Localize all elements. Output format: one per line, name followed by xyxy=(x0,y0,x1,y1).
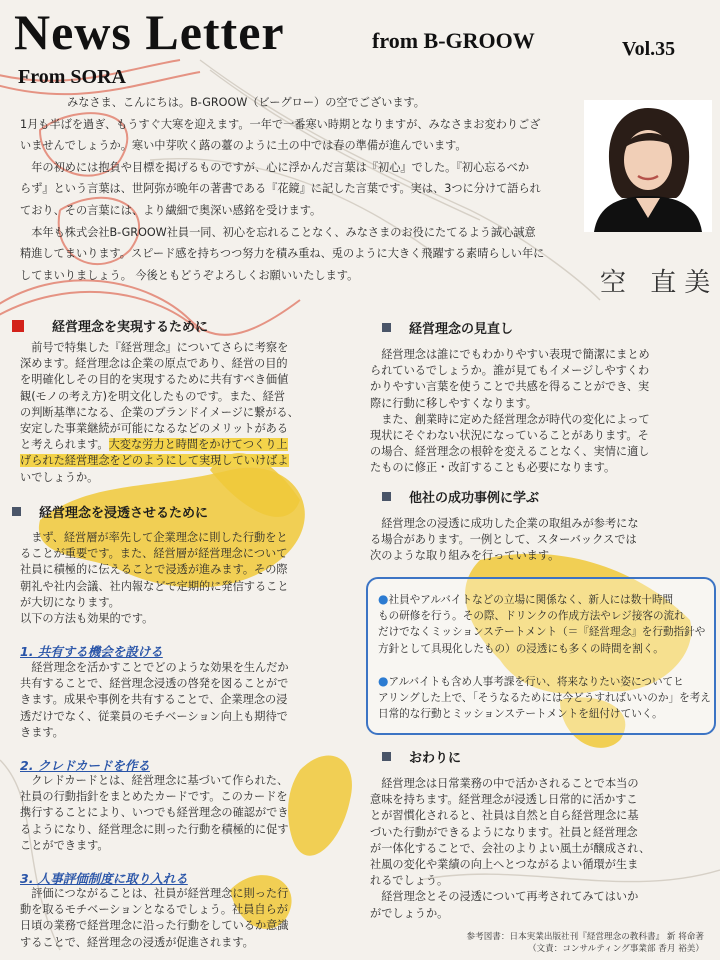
square-bullet-icon xyxy=(382,323,391,332)
body-line: 観(モノの考え方)を明文化したものです。また、経営 xyxy=(20,389,286,403)
body-line: れるでしょう。 xyxy=(370,874,449,888)
section-body-case-study xyxy=(370,516,712,565)
section-heading-label: 経営理念を浸透させるために xyxy=(39,506,209,521)
square-bullet-icon xyxy=(12,507,21,516)
red-square-icon xyxy=(12,320,24,332)
body-line: ることが重要です。また、経営層が経営理念について xyxy=(20,547,288,561)
body-line: られているでしょうか。誰が見てもイメージしやすくわ xyxy=(370,364,650,378)
section-heading-case-study xyxy=(382,487,539,506)
body-line: と考えられます。大変な労力と時間をかけてつくり上 xyxy=(20,438,288,452)
body-line: が一体化することで、会社のよりよい風土が醸成され、 xyxy=(370,841,651,855)
author-signature: 空 直美 xyxy=(600,268,719,298)
greeting-line: ており、その言葉には、より繊細で奥深い感銘を受けます。 xyxy=(20,203,322,217)
body-line: 経営理念は日常業務の中で活かされることで本当の xyxy=(381,777,639,790)
body-line: 経営理念を活かすことでどのような効果を生んだか xyxy=(31,661,289,674)
section-heading-realize xyxy=(12,316,208,335)
body-line: かりやすい言葉を使うことで共感を得ることができ、実 xyxy=(370,380,650,394)
section-heading-review xyxy=(382,318,513,337)
body-line: 現状にそぐわない状況になっていることがあります。そ xyxy=(370,429,649,443)
section-body-penetrate xyxy=(20,530,362,627)
body-line: るようになり、経営理念に則った行動を積極的に促す xyxy=(20,822,289,836)
reference-credit: 参考図書：日本実業出版社刊『経営理念の教科書』 新 将命著 xyxy=(466,932,704,942)
callout-item-evaluation xyxy=(378,673,714,723)
section-body-realize xyxy=(20,340,362,486)
subsection-body-share xyxy=(20,660,362,741)
callout-line: アリングした上で、「そうなるためには今どうすればいいのか」を考え xyxy=(378,692,711,705)
body-line: 経営理念は誰にでもわかりやすい表現で簡潔にまとめ xyxy=(381,348,650,361)
masthead-title: News Letter xyxy=(14,4,285,60)
body-line: る場合があります。一例として、スターバックスでは xyxy=(370,533,637,547)
body-line: がでしょうか。 xyxy=(370,906,449,920)
callout-item-training xyxy=(378,591,714,657)
square-bullet-icon xyxy=(382,492,391,501)
body-line: 前号で特集した『経営理念』についてさらに考察を xyxy=(31,341,289,354)
body-line: 透だけでなく、従業員のモチベーション向上も期待で xyxy=(20,709,288,723)
body-line: きます。 xyxy=(20,725,64,739)
body-line: 評価につながることは、社員が経営理念に則った行 xyxy=(31,887,289,900)
bullet-dot-icon: ● xyxy=(378,592,389,606)
body-line: 深めます。経営理念は企業の原点であり、経営の目的 xyxy=(20,357,288,371)
greeting-line: らず』という言葉は、世阿弥が晩年の著書である『花鏡』に記した言葉です。実は、3つに分けて語られ xyxy=(20,182,541,196)
callout-line: アルバイトも含め人事考課を行い、将来なりたい姿についてヒ xyxy=(388,676,684,688)
body-line: 以下の方法も効果的です。 xyxy=(20,612,154,626)
greeting-text xyxy=(20,92,580,286)
author-portrait xyxy=(584,100,712,232)
body-line: 共有することで、経営理念浸透の啓発を図ることがで xyxy=(20,677,289,691)
section-heading-penetrate xyxy=(12,502,208,521)
greeting-line: 精進してまいります。スピード感を持ちつつ努力を積み重ね、兎のように大きく飛躍する素晴らしい年に xyxy=(20,247,545,261)
section-heading-conclusion xyxy=(382,747,461,766)
body-line: 意味を持ちます。経営理念が浸透し日常的に活かすこ xyxy=(370,793,638,807)
greeting-line: 本年も株式会社B-GROOW社員一同、初心を忘れることなく、みなさまのお役にたてるよう誠心誠意 xyxy=(31,225,536,239)
section-heading-label: 経営理念を実現するために xyxy=(52,320,209,335)
greeting-line: 年の初めには抱負や目標を掲げるものですが、心に浮かんだ言葉は『初心』でした。『初心忘るべか xyxy=(31,160,530,174)
callout-line: 方針として具現化したもの）の浸透にも多くの時間を割く。 xyxy=(378,642,664,655)
callout-line: だけでなくミッションステートメント（＝『経営理念』を行動指針や xyxy=(378,626,706,639)
body-line: また、創業時に定めた経営理念が時代の変化によって xyxy=(381,412,650,426)
masthead-from: from B-GROOW xyxy=(372,28,535,53)
body-line: 朝礼や社内会議、社内報などで定期的に発信すること xyxy=(20,579,289,593)
body-line: きます。成果や事例を共有することで、企業理念の浸 xyxy=(20,693,288,707)
body-line: 経営理念とその浸透について再考されてみてはいか xyxy=(381,890,639,904)
section-heading-label: 他社の成功事例に学ぶ xyxy=(409,491,540,506)
body-line: 社員の行動指針をまとめたカードです。このカードを xyxy=(20,790,288,804)
greeting-line: してまいりましょう。 今後ともどうぞよろしくお願いいたします。 xyxy=(20,268,359,282)
section-body-conclusion xyxy=(370,776,712,922)
body-line: の場合、経営理念の根幹を変えることなく、実情に適し xyxy=(370,445,650,459)
highlighted-text: げられた経営理念をどのようにして実現していけばよ xyxy=(20,454,289,468)
subheading-evaluation: 3. 人事評価制度に取り入れる xyxy=(20,871,188,886)
body-line: を明確化しその目的を実現するために共有すべき価値 xyxy=(20,373,289,387)
subheading-credo: 2. クレドカードを作る xyxy=(20,758,150,773)
square-bullet-icon xyxy=(382,752,391,761)
bullet-dot-icon: ● xyxy=(378,674,389,688)
body-line: することで、経営理念の浸透が促進されます。 xyxy=(20,935,254,949)
body-line: たものに修正・改訂することも必要になります。 xyxy=(370,461,616,475)
greeting-line: いませんでしょうか。寒い中芽吹く蕗の薹のように土の中では春の準備が進んでいます。 xyxy=(20,139,467,153)
starbucks-callout-box xyxy=(366,577,716,735)
body-line xyxy=(20,453,362,469)
body-line: 際に行動に移しやすくなります。 xyxy=(370,396,537,410)
body-line: 携行することにより、いつでも経営理念の確認ができ xyxy=(20,806,289,820)
callout-line: 日常的な行動とミッションステートメントを紐付けていく。 xyxy=(378,708,663,721)
greeting-line: みなさま、こんにちは。B-GROOW（ビーグロー）の空でございます。 xyxy=(67,96,425,109)
body-line: とが習慣化されると、社員は自然と自ら経営理念に基 xyxy=(370,809,639,823)
body-line: 社員に積極的に伝えることで浸透が進みます。その際 xyxy=(20,563,288,577)
body-line: ことができます。 xyxy=(20,838,109,852)
section-heading-label: おわりに xyxy=(409,751,462,766)
body-line: 日頃の業務で経営理念に沿った行動をしているか意識 xyxy=(20,919,289,933)
subheading-share: 1. 共有する機会を設ける xyxy=(20,644,163,659)
callout-line: もの研修を行う。その際、ドリンクの作成方法やレジ接客の流れ xyxy=(378,610,685,623)
section-body-review xyxy=(370,347,712,477)
author-credit: （文責：コンサルティング事業部 香月 裕美） xyxy=(527,944,704,954)
greeting-line: 1月も半ばを過ぎ、もうすぐ大寒を迎えます。一年で一番寒い時期となりますが、みなさまお変わりござ xyxy=(20,117,541,131)
body-line: いでしょうか。 xyxy=(20,470,99,484)
body-line: づいた行動ができるようになります。社員と経営理念 xyxy=(370,825,638,839)
body-line: の判断基準になる、企業のブランドイメージに繋がる、 xyxy=(20,405,299,419)
volume-number: Vol.35 xyxy=(622,38,676,60)
body-line: 動を取るモチベーションとなるでしょう。社員自らが xyxy=(20,903,288,917)
body-line: 経営理念の浸透に成功した企業の取組みが参考にな xyxy=(381,517,639,530)
body-line: クレドカードとは、経営理念に基づいて作られた、 xyxy=(31,774,289,787)
subsection-body-credo xyxy=(20,773,362,854)
body-line: が大切になります。 xyxy=(20,595,120,609)
body-line: 安定した事業継続が可能になるなどのメリットがある xyxy=(20,422,289,436)
body-line: 社風の変化や業績の向上へとつながるよい循環が生ま xyxy=(370,858,639,872)
subsection-body-evaluation xyxy=(20,886,362,951)
section-heading-label: 経営理念の見直し xyxy=(409,322,514,337)
highlighted-text: 大変な労力と時間をかけてつくり上 xyxy=(108,438,288,452)
body-line: まず、経営層が率先して企業理念に則した行動をと xyxy=(31,531,288,544)
from-sora-heading: From SORA xyxy=(18,66,126,88)
callout-line: 社員やアルバイトなどの立場に関係なく、新人には数十時間 xyxy=(388,594,674,606)
body-line: 次のような取り組みを行っています。 xyxy=(370,549,560,563)
